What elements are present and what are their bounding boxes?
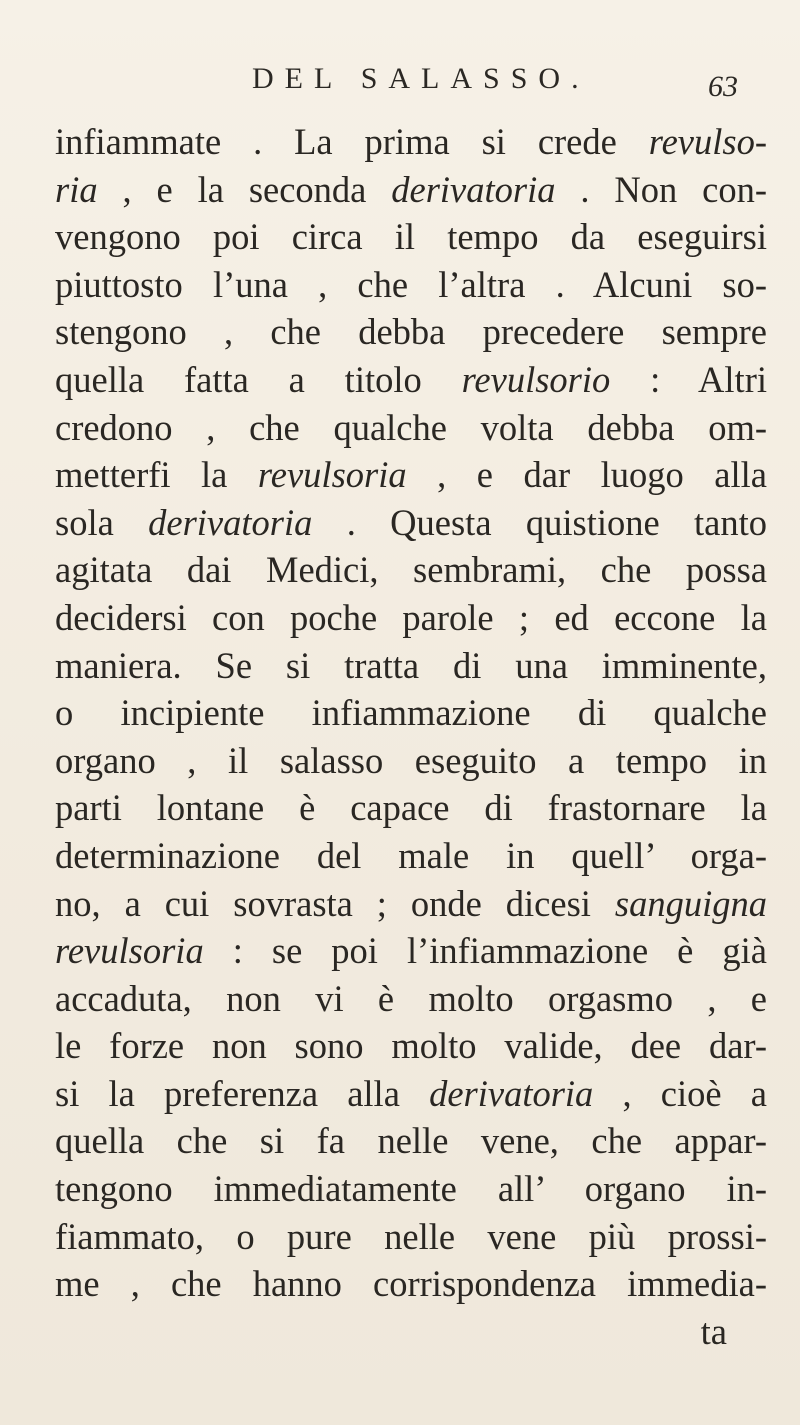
text-line [55,261,767,309]
text-run: credono , che qualche volta debba om- [55,406,767,448]
text-run: organo , il salasso eseguito a tempo in [55,739,767,781]
text-run: : se poi l’infiammazione è già [203,930,767,972]
text-run: maniera. Se si tratta di una imminente, [55,644,767,686]
page-number: 63 [708,70,738,103]
italic-term: sanguigna [614,882,767,924]
italic-term: revulsoria [55,930,204,972]
text-run: , e la seconda [97,168,392,210]
text-run: le forze non sono molto valide, dee dar- [55,1025,767,1067]
text-line [55,642,767,690]
text-run: infiammate . La prima si crede [55,121,649,162]
italic-term: ria [55,168,98,210]
text-run: determinazione del male in quell’ orga- [55,834,767,876]
text-line [55,1165,767,1213]
text-line [55,451,767,499]
text-run: : Altri [610,358,767,400]
text-line [55,308,767,356]
text-run: parti lontane è capace di frastornare la [55,787,767,829]
italic-term: revulsorio [461,358,611,400]
text-run: accaduta, non vi è molto orgasmo , e [55,977,767,1019]
text-run: fiammato, o pure nelle vene più prossi- [55,1215,767,1257]
text-line [55,404,767,452]
text-line [55,213,767,261]
text-line [55,880,767,928]
text-line [55,927,767,975]
italic-term: derivatoria [429,1072,594,1114]
text-line [55,546,767,594]
text-line [55,594,767,642]
text-run: agitata dai Medici, sembrami, che possa [55,549,767,591]
text-run: tengono immediatamente all’ organo in- [55,1168,767,1210]
text-run: vengono poi circa il tempo da eseguirsi [55,216,767,258]
text-run: stengono , che debba precedere sempre [55,311,767,353]
text-run: quella fatta a titolo [55,358,462,400]
text-line [55,118,767,166]
text-run: . Non con- [555,168,767,210]
text-run: si la preferenza alla [55,1072,430,1114]
text-run: sola [55,501,149,543]
italic-term: revulso- [648,121,767,162]
italic-term: derivatoria [148,501,313,543]
text-run: piuttosto l’una , che l’altra . Alcuni so- [55,263,767,305]
text-line [55,1070,767,1118]
text-line [55,784,767,832]
italic-term: derivatoria [391,168,556,210]
text-run: o incipiente infiammazione di qualche [55,692,767,734]
text-line [55,166,767,214]
text-run: , cioè a [593,1072,767,1114]
body-text [55,118,767,1355]
text-run: me , che hanno corrispondenza immedia- [55,1263,767,1305]
text-run: . Questa quistione tanto [312,501,768,543]
page-header [0,60,800,120]
text-run: , e dar luogo alla [406,454,767,496]
text-line [55,689,767,737]
text-run: no, a cui sovrasta ; onde dicesi [55,882,615,924]
running-head: DEL SALASSO. [252,62,590,95]
text-run: ta [700,1310,727,1352]
italic-term: revulsoria [257,454,407,496]
text-line [55,832,767,880]
text-run: metterfi la [55,454,258,496]
text-line [55,1213,767,1261]
text-line [55,356,767,404]
text-line [55,737,767,785]
text-run: decidersi con poche parole ; ed eccone la [55,596,767,638]
text-run: quella che si fa nelle vene, che appar- [55,1120,767,1162]
text-line [55,499,767,547]
text-line [55,1260,767,1308]
text-line [55,1022,767,1070]
text-line [55,1308,767,1356]
text-line [55,1117,767,1165]
text-line [55,975,767,1023]
